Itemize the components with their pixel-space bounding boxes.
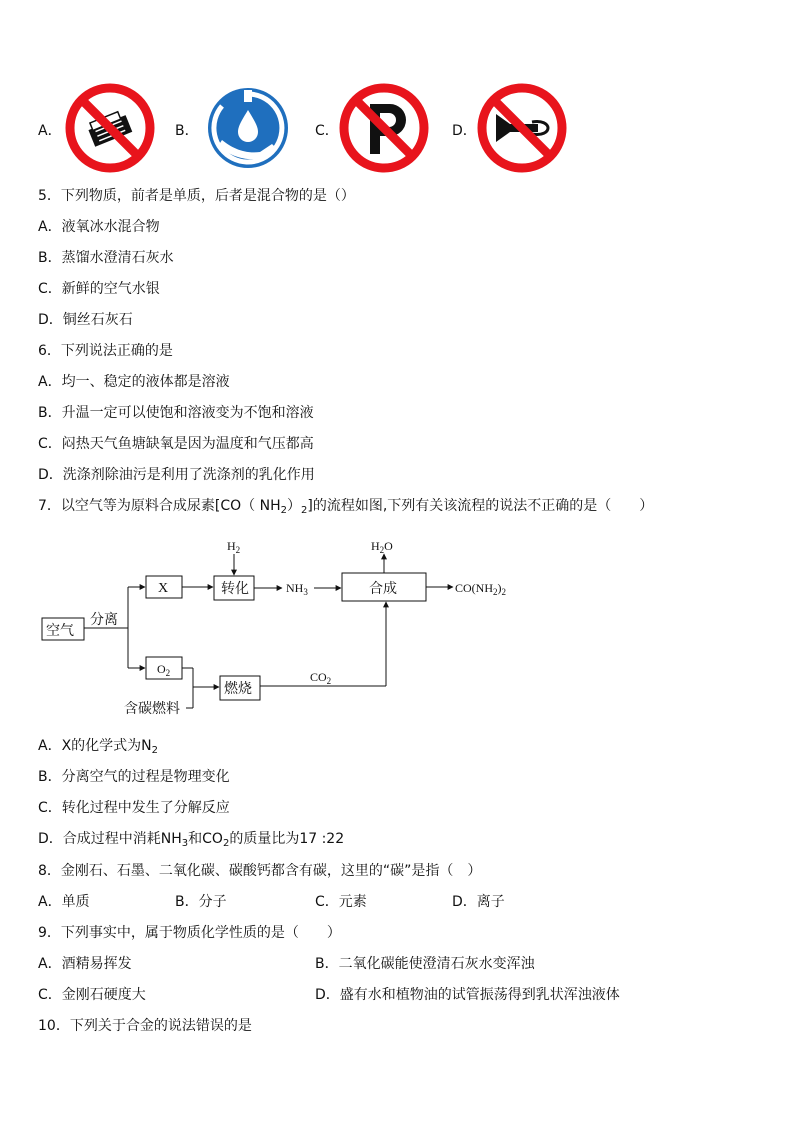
question-5-stem: 5．下列物质，前者是单质，后者是混合物的是（）: [38, 188, 355, 204]
question-7-stem: 7．以空气等为原料合成尿素[CO（ $NH_2)_2$]的流程如图,下列有关该流程的说法不正确的是（ ）: [38, 498, 654, 516]
question-10-stem: 10．下列关于合金的说法错误的是: [38, 1018, 252, 1034]
urea-product-label: $CO(NH_2)_2$: [455, 581, 506, 597]
q6-option-b: B．升温一定可以使饱和溶液变为不饱和溶液: [38, 405, 314, 421]
burn-label: 燃烧: [224, 681, 252, 697]
option-a-label: A．: [38, 123, 62, 139]
separate-label: 分离: [90, 612, 118, 628]
q5-option-d: D．铜丝石灰石: [38, 312, 133, 328]
h2o-label: $H_2O$: [371, 539, 393, 555]
air-label: 空气: [46, 623, 74, 639]
convert-label: 转化: [221, 581, 249, 597]
q6-option-d: D．洗涤剂除油污是利用了洗涤剂的乳化作用: [38, 467, 315, 483]
option-c-label: C．: [315, 123, 339, 139]
co2-label: $CO_2$: [310, 670, 332, 686]
h2-label: $H_2$: [227, 539, 241, 555]
q5-option-a: A．液氧冰水混合物: [38, 219, 160, 235]
no-honking-sign-icon: [476, 82, 568, 174]
urea-synthesis-flowchart: [38, 530, 528, 730]
q7-option-a: A．X的化学式为$N_2$: [38, 738, 159, 756]
no-parking-sign-icon: [338, 82, 430, 174]
q8-option-b: B．分子: [175, 894, 227, 910]
q7-option-b: B．分离空气的过程是物理变化: [38, 769, 230, 785]
synthesis-label: 合成: [369, 581, 397, 597]
q8-option-a: A．单质: [38, 894, 90, 910]
q7-option-d: D．合成过程中消耗$NH_3$和$CO_2$的质量比为17 :22: [38, 831, 345, 849]
no-matches-sign-icon: [64, 82, 156, 174]
q9-option-d: D．盛有水和植物油的试管振荡得到乳状浑浊液体: [315, 987, 620, 1003]
q7-option-c: C．转化过程中发生了分解反应: [38, 800, 230, 816]
q8-option-c: C．元素: [315, 894, 367, 910]
question-6-stem: 6．下列说法正确的是: [38, 343, 173, 359]
q5-option-b: B．蒸馏水澄清石灰水: [38, 250, 174, 266]
q9-option-c: C．金刚石硬度大: [38, 987, 146, 1003]
option-b-label: B．: [175, 123, 199, 139]
water-saving-sign-icon: [202, 82, 294, 174]
q5-option-c: C．新鲜的空气水银: [38, 281, 160, 297]
question-8-stem: 8．金刚石、石墨、二氧化碳、碳酸钙都含有碳，这里的“碳”是指（ ）: [38, 863, 482, 879]
q6-option-c: C．闷热天气鱼塘缺氧是因为温度和气压都高: [38, 436, 314, 452]
q9-option-b: B．二氧化碳能使澄清石灰水变浑浊: [315, 956, 535, 972]
q6-option-a: A．均一、稳定的液体都是溶液: [38, 374, 230, 390]
fuel-label: 含碳燃料: [124, 701, 180, 717]
option-d-label: D．: [452, 123, 477, 139]
nh3-label: $NH_3$: [286, 581, 308, 597]
x-label: X: [158, 581, 169, 596]
q8-option-d: D．离子: [452, 894, 505, 910]
o2-label: $O_2$: [157, 662, 171, 678]
question-9-stem: 9．下列事实中，属于物质化学性质的是（ ）: [38, 925, 341, 941]
q9-option-a: A．酒精易挥发: [38, 956, 132, 972]
